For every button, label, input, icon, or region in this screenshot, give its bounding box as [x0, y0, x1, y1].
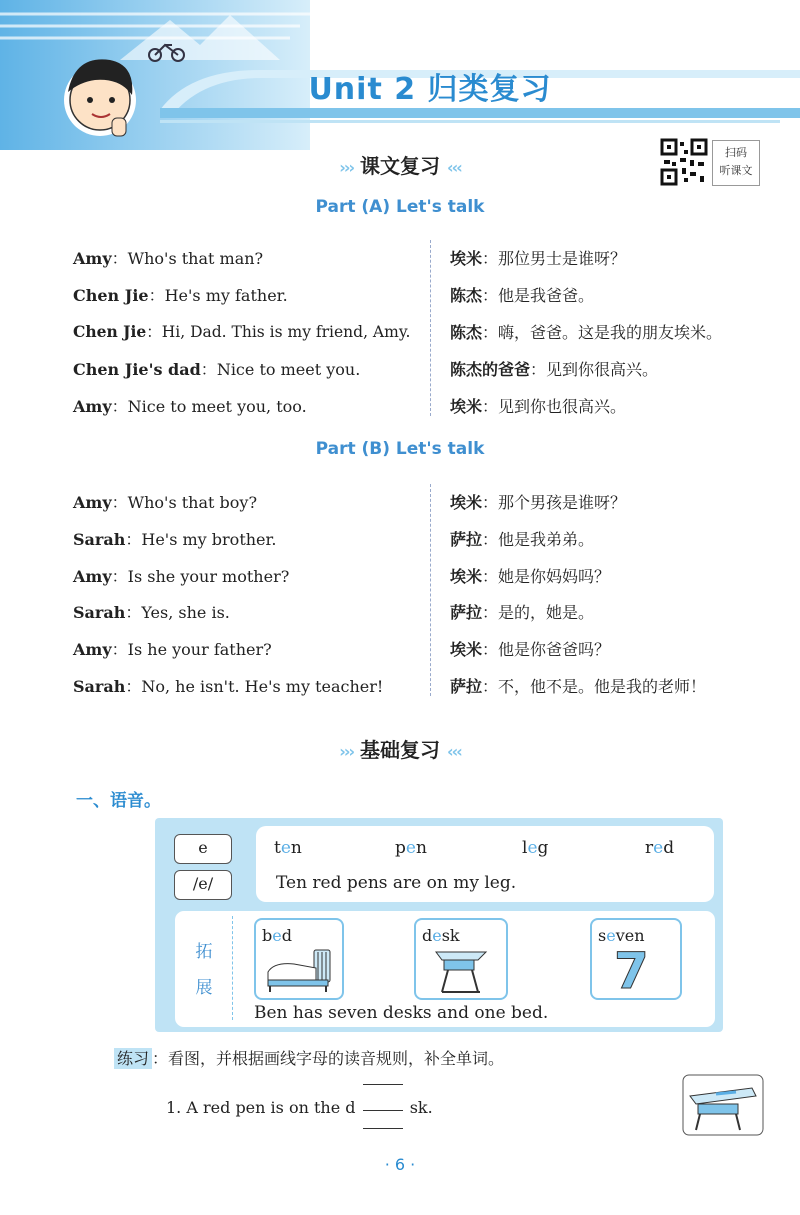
dialog-line-en: Sarah：He's my brother. [73, 530, 277, 549]
dialog-line-cn: 萨拉：不，他不是。他是我的老师！ [450, 677, 707, 696]
dialog-line-cn: 萨拉：是的，她是。 [450, 603, 595, 622]
column-divider [430, 240, 431, 416]
dialog-line-cn: 埃米：他是你爸爸吗？ [450, 640, 611, 659]
dialog-line-cn: 陈杰：他是我爸爸。 [450, 286, 595, 305]
dialog-line-cn: 埃米：见到你也很高兴。 [450, 397, 627, 416]
word-red: red [645, 838, 675, 858]
practice-tag: 练习 [114, 1048, 152, 1069]
qr-label-line2: 听课文 [719, 164, 753, 177]
word-bed: bed [262, 926, 292, 945]
dialog-line-en: Chen Jie's dad：Nice to meet you. [73, 360, 361, 379]
question-1: 1. A red pen is on the d sk. [166, 1098, 433, 1117]
dialog-line-cn: 埃米：她是你妈妈吗？ [450, 567, 611, 586]
number-seven: 7 [614, 942, 649, 1000]
qr-label-line1: 扫码 [725, 146, 747, 159]
arrow-left-icon: ‹‹‹ [446, 742, 461, 761]
part-a-title: Part (A) Let's talk [315, 197, 485, 217]
letter-pill: e [174, 834, 232, 864]
dialog-line-en: Chen Jie：Hi, Dad. This is my friend, Amy. [73, 322, 411, 341]
dialog-line-cn: 萨拉：他是我弟弟。 [450, 530, 595, 549]
section-title-text-review: ››› 课文复习 ‹‹‹ [339, 154, 461, 178]
expand-sentence: Ben has seven desks and one bed. [254, 1003, 549, 1023]
desk-card [414, 918, 508, 1000]
answer-blank[interactable] [363, 1098, 403, 1117]
word-desk: desk [422, 926, 460, 945]
dialog-line-en: Amy：Nice to meet you, too. [73, 397, 307, 416]
phonics-sentence: Ten red pens are on my leg. [276, 873, 517, 893]
desk-icon [428, 944, 494, 994]
arrow-right-icon: ››› [339, 742, 354, 761]
expand-label: 拓 展 [195, 942, 213, 998]
dialog-line-en: Chen Jie：He's my father. [73, 286, 288, 305]
word-ten: ten [274, 838, 302, 858]
column-divider [430, 484, 431, 696]
dialog-line-en: Amy：Is he your father? [73, 640, 272, 659]
phonics-heading: 一、语音。 [76, 791, 161, 811]
arrow-left-icon: ‹‹‹ [446, 158, 461, 177]
seven-card [590, 918, 682, 1000]
word-leg: leg [522, 838, 549, 858]
section-title-basic-review: ››› 基础复习 ‹‹‹ [339, 738, 461, 762]
unit-title: Unit 2 归类复习 [308, 72, 552, 107]
dialog-line-cn: 陈杰的爸爸：见到你很高兴。 [450, 360, 659, 379]
bed-card [254, 918, 344, 1000]
dialog-line-cn: 陈杰：嗨，爸爸。这是我的朋友埃米。 [450, 323, 723, 342]
page-number: · 6 · [384, 1155, 416, 1174]
dialog-line-en: Amy：Who's that boy? [73, 493, 258, 512]
desk-picture-icon [682, 1074, 764, 1136]
dialog-line-cn: 埃米：那位男士是谁呀？ [450, 249, 627, 268]
dialog-line-en: Amy：Who's that man? [73, 249, 264, 268]
bed-icon [264, 946, 336, 994]
part-b-title: Part (B) Let's talk [315, 439, 485, 459]
practice-instruction: 练习 ：看图，并根据画线字母的读音规则，补全单词。 [114, 1046, 504, 1069]
dialog-line-en: Amy：Is she your mother? [73, 567, 290, 586]
expand-divider [232, 916, 233, 1020]
dialog-line-en: Sarah：No, he isn't. He's my teacher! [73, 677, 384, 696]
word-seven: seven [598, 926, 645, 945]
dialog-line-en: Sarah：Yes, she is. [73, 603, 230, 622]
dialog-line-cn: 埃米：那个男孩是谁呀？ [450, 493, 627, 512]
word-pen: pen [395, 838, 427, 858]
sound-pill: /e/ [174, 870, 232, 900]
arrow-right-icon: ››› [339, 158, 354, 177]
